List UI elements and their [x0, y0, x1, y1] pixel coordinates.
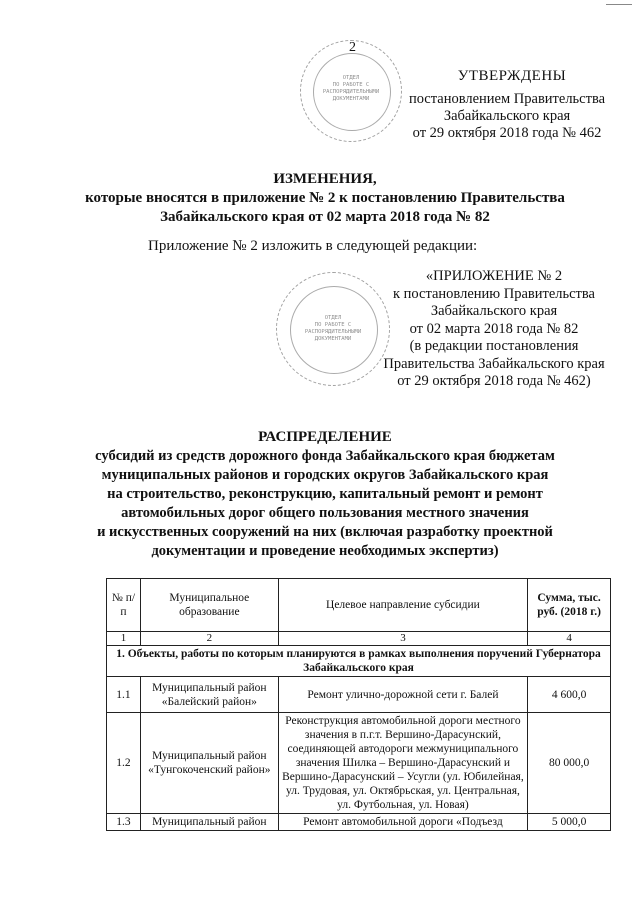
appendix-line: от 02 марта 2018 года № 82 — [409, 320, 579, 337]
col-number: 2 — [140, 632, 278, 646]
approval-line: постановлением Правительства — [408, 91, 606, 107]
distribution-heading — [60, 428, 590, 561]
appendix-line: (в редакции постановления — [409, 338, 579, 354]
appendix-line: Забайкальского края — [430, 303, 558, 319]
document-heading — [80, 170, 570, 227]
col-number: 3 — [278, 632, 527, 646]
heading-line: Забайкальского края от 02 марта 2018 года № 82 — [160, 209, 490, 225]
table-row — [107, 677, 611, 713]
row-sum: 4 600,0 — [528, 677, 611, 713]
row-sum: 80 000,0 — [528, 713, 611, 814]
approval-block — [392, 68, 622, 142]
table-header-row — [107, 579, 611, 632]
column-number-row — [107, 632, 611, 646]
approval-line: Забайкальского края — [443, 108, 571, 124]
appendix-line: к постановлению Правительства — [393, 285, 595, 302]
appendix-line: «ПРИЛОЖЕНИЕ № 2 — [425, 268, 563, 284]
row-num: 1.1 — [107, 677, 141, 713]
approval-title: УТВЕРЖДЕНЫ — [457, 68, 567, 84]
distribution-line: документации и проведение необходимых экспертиз) — [151, 543, 499, 559]
appendix-line: от 29 октября 2018 года № 462) — [397, 373, 591, 389]
distribution-line: муниципальных районов и городских округов Забайкальского края — [101, 467, 549, 483]
section-row — [107, 646, 611, 677]
row-municipality: Муниципальный район «Балейский район» — [140, 677, 278, 713]
appendix-line: Правительства Забайкальского края — [383, 355, 605, 372]
row-sum: 5 000,0 — [528, 814, 611, 831]
col-number: 1 — [107, 632, 141, 646]
row-purpose: Реконструкция автомобильной дороги местного значения в п.г.т. Вершино-Дарасунский, соединяющей автодороги межмуниципального значения Шилка – Вершино-Дарасунский и Вершино-Дарасунский – Усугли (ул. Юбилейная, ул. Трудовая, ул. Октябрьская, ул. Центральная, ул. Футбольная, ул. Новая) — [278, 713, 527, 814]
header-purpose: Целевое направление субсидии — [278, 579, 527, 632]
distribution-line: на строительство, реконструкцию, капитальный ремонт и ремонт — [107, 486, 543, 502]
row-num: 1.2 — [107, 713, 141, 814]
intro-text: Приложение № 2 изложить в следующей редакции: — [148, 238, 478, 254]
header-num: № п/п — [107, 579, 141, 632]
table-row — [107, 814, 611, 831]
subsidy-table — [106, 578, 611, 831]
row-purpose: Ремонт автомобильной дороги «Подъезд — [278, 814, 527, 831]
distribution-title: РАСПРЕДЕЛЕНИЕ — [258, 429, 392, 445]
header-sum: Сумма, тыс. руб. (2018 г.) — [528, 579, 611, 632]
heading-line: которые вносятся в приложение № 2 к постановлению Правительства — [85, 190, 565, 206]
distribution-line: и искусственных сооружений на них (включая разработку проектной — [97, 524, 553, 540]
col-number: 4 — [528, 632, 611, 646]
office-stamp — [300, 40, 402, 142]
row-municipality: Муниципальный район — [140, 814, 278, 831]
row-num: 1.3 — [107, 814, 141, 831]
row-municipality: Муниципальный район «Тунгокоченский район» — [140, 713, 278, 814]
stamp-text: ОТДЕЛ ПО РАБОТЕ С РАСПОРЯДИТЕЛЬНЫМИ ДОКУМЕНТАМИ — [322, 75, 380, 102]
distribution-line: субсидий из средств дорожного фонда Забайкальского края бюджетам — [95, 448, 555, 464]
header-municipality: Муниципальное образование — [140, 579, 278, 632]
heading-title: ИЗМЕНЕНИЯ, — [273, 171, 377, 187]
approval-line: от 29 октября 2018 года № 462 — [412, 125, 602, 141]
stamp-text: ОТДЕЛ ПО РАБОТЕ С РАСПОРЯДИТЕЛЬНЫМИ ДОКУМЕНТАМИ — [304, 315, 362, 342]
appendix-block — [378, 268, 610, 391]
scan-mark — [606, 4, 632, 5]
office-stamp-2 — [276, 272, 390, 386]
page-number: 2 — [349, 40, 356, 55]
section-title: 1. Объекты, работы по которым планируются в рамках выполнения поручений Губернатора Забайкальского края — [107, 646, 611, 677]
row-purpose: Ремонт улично-дорожной сети г. Балей — [278, 677, 527, 713]
table-row — [107, 713, 611, 814]
distribution-line: автомобильных дорог общего пользования местного значения — [121, 505, 529, 521]
